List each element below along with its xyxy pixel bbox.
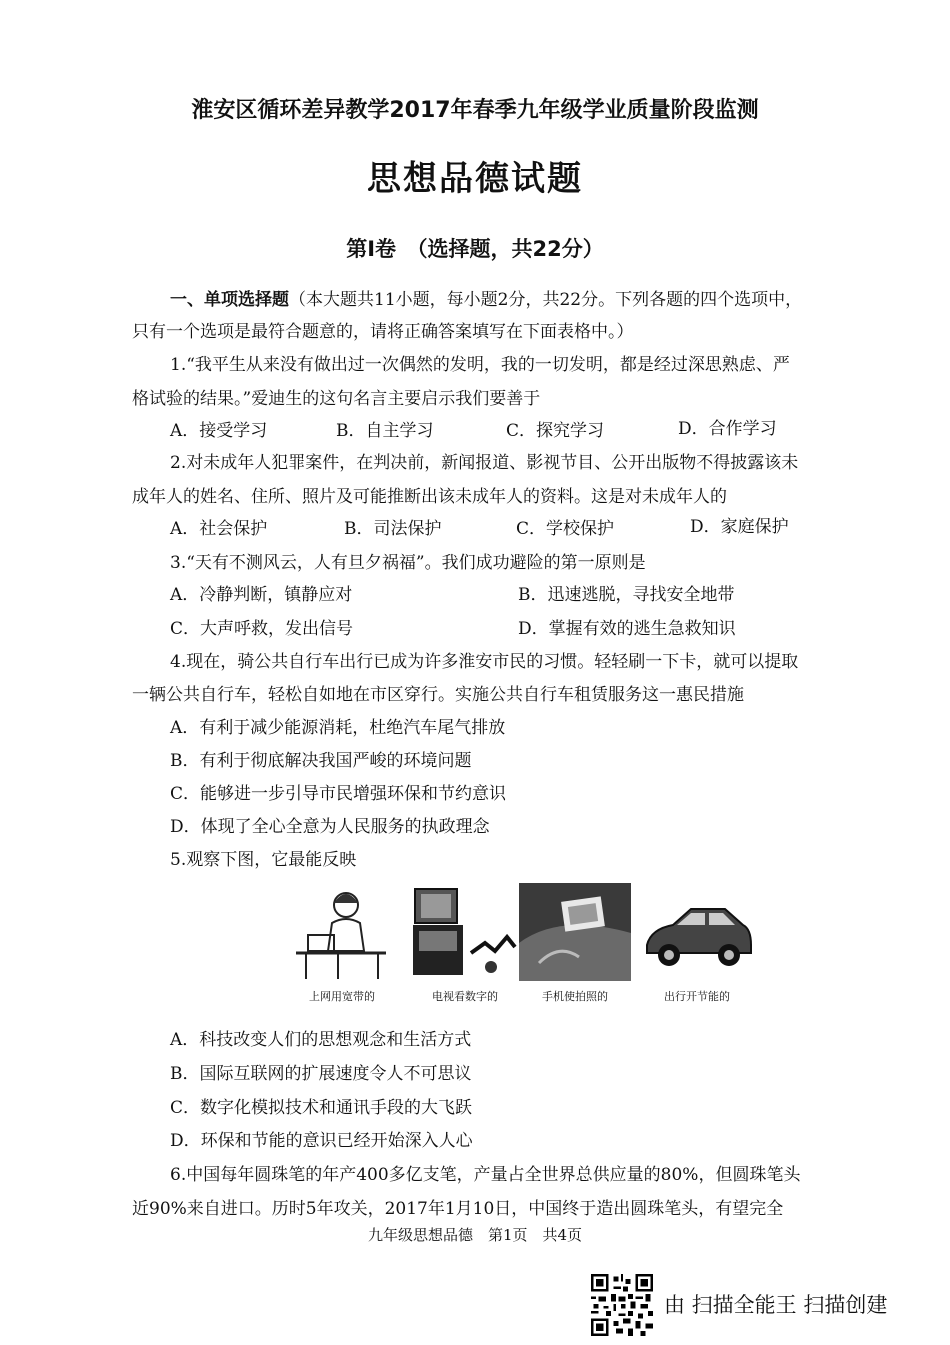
question-2-line-2: 成年人的姓名、住所、照片及可能推断出该未成年人的资料。这是对未成年人的 bbox=[132, 487, 727, 507]
question-5-option-b: B．国际互联网的扩展速度令人不可思议 bbox=[170, 1064, 472, 1084]
question-1-option-b: B．自主学习 bbox=[336, 421, 434, 441]
question-2-option-b: B．司法保护 bbox=[344, 519, 442, 539]
page-footer: 九年级思想品德 第1页 共4页 bbox=[367, 1226, 583, 1244]
question-4-option-c: C．能够进一步引导市民增强环保和节约意识 bbox=[170, 784, 507, 804]
question-5-figure bbox=[286, 883, 766, 1008]
subject-title: 思想品德试题 bbox=[367, 159, 583, 199]
question-5-option-d: D．环保和节能的意识已经开始深入人心 bbox=[170, 1131, 473, 1151]
question-4-line-1: 4.现在，骑公共自行车出行已成为许多淮安市民的习惯。轻轻刷一下卡，就可以提取 bbox=[170, 652, 799, 672]
question-4-line-2: 一辆公共自行车，轻松自如地在市区穿行。实施公共自行车租赁服务这一惠民措施 bbox=[132, 685, 744, 705]
question-3-option-c: C．大声呼救，发出信号 bbox=[170, 619, 354, 639]
question-3-option-a: A．冷静判断，镇静应对 bbox=[170, 585, 353, 605]
question-4-option-b: B．有利于彻底解决我国严峻的环境问题 bbox=[170, 751, 472, 771]
figure-caption-2: 电视看数字的 bbox=[432, 990, 498, 1003]
question-3-option-d: D．掌握有效的逃生急救知识 bbox=[518, 619, 736, 639]
question-6-line-1: 6.中国每年圆珠笔的年产400多亿支笔，产量占全世界总供应量的80%，但圆珠笔头 bbox=[170, 1165, 801, 1185]
section-instruction-1: （本大题共11小题，每小题2分，共22分。下列各题的四个选项中， bbox=[289, 290, 803, 310]
exam-title: 淮安区循环差异教学2017年春季九年级学业质量阶段监测 bbox=[191, 98, 759, 123]
question-6-line-2: 近90%来自进口。历时5年攻关，2017年1月10日，中国终于造出圆珠笔头，有望完全 bbox=[132, 1199, 784, 1219]
scanner-watermark: 由 扫描全能王 扫描创建 bbox=[664, 1293, 888, 1317]
phone-photo-image bbox=[519, 883, 631, 981]
question-1-option-a: A．接受学习 bbox=[170, 421, 268, 441]
question-2-line-1: 2.对未成年人犯罪案件，在判决前，新闻报道、影视节目、公开出版物不得披露该未 bbox=[170, 453, 799, 473]
digital-tv-image bbox=[409, 883, 521, 981]
eco-car-image bbox=[641, 883, 753, 981]
question-1-option-d: D．合作学习 bbox=[678, 419, 777, 439]
question-1-option-c: C．探究学习 bbox=[506, 421, 605, 441]
question-5-option-a: A．科技改变人们的思想观念和生活方式 bbox=[170, 1030, 472, 1050]
question-5-option-c: C．数字化模拟技术和通讯手段的大飞跃 bbox=[170, 1098, 473, 1118]
broadband-user-image bbox=[286, 883, 398, 981]
question-2-option-d: D．家庭保护 bbox=[690, 517, 789, 537]
question-3-line-1: 3.“天有不测风云，人有旦夕祸福”。我们成功避险的第一原则是 bbox=[170, 553, 646, 573]
section-instruction-line-2: 只有一个选项是最符合题意的，请将正确答案填写在下面表格中。） bbox=[132, 322, 634, 342]
figure-caption-4: 出行开节能的 bbox=[664, 990, 730, 1003]
question-1-line-2: 格试验的结果。”爱迪生的这句名言主要启示我们要善于 bbox=[132, 389, 541, 409]
part-title: 第Ⅰ卷 （选择题，共22分） bbox=[346, 237, 604, 261]
question-1-line-1: 1.“我平生从来没有做出过一次偶然的发明，我的一切发明，都是经过深思熟虑、严 bbox=[170, 355, 790, 375]
question-4-option-d: D．体现了全心全意为人民服务的执政理念 bbox=[170, 817, 490, 837]
qr-code-icon bbox=[591, 1274, 653, 1336]
question-3-option-b: B．迅速逃脱，寻找安全地带 bbox=[518, 585, 735, 605]
figure-caption-1: 上网用宽带的 bbox=[309, 990, 375, 1003]
question-4-option-a: A．有利于减少能源消耗，杜绝汽车尾气排放 bbox=[170, 718, 506, 738]
question-2-option-c: C．学校保护 bbox=[516, 519, 615, 539]
question-2-option-a: A．社会保护 bbox=[170, 519, 268, 539]
section-instruction-line-1 bbox=[170, 289, 802, 311]
section-heading: 一、单项选择题 bbox=[170, 290, 289, 310]
question-5-line-1: 5.观察下图，它最能反映 bbox=[170, 850, 357, 870]
figure-caption-3: 手机使拍照的 bbox=[542, 990, 608, 1003]
